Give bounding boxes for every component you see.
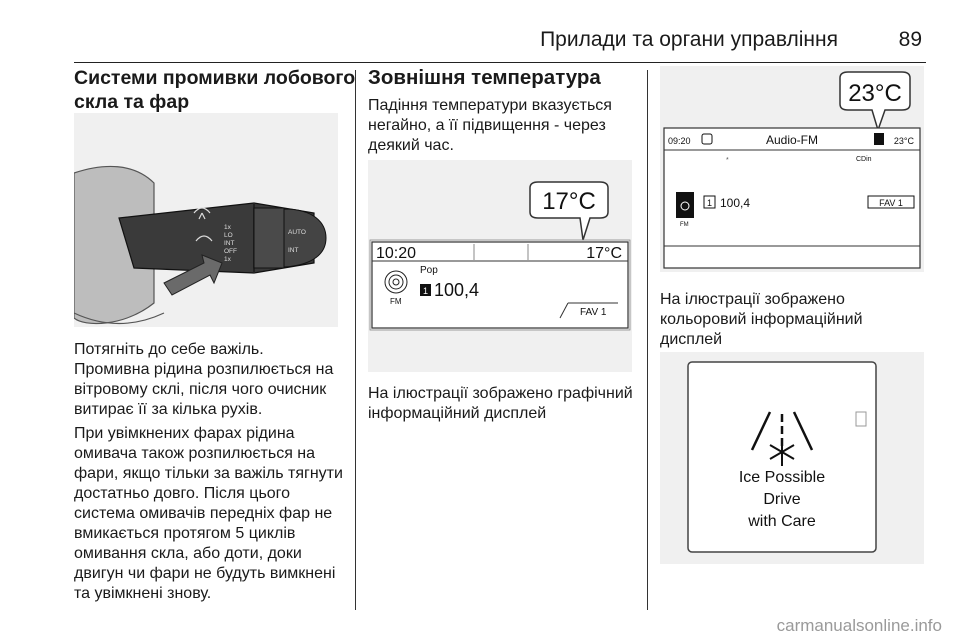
- svg-text:1: 1: [422, 286, 429, 296]
- svg-text:23°C: 23°C: [893, 136, 914, 146]
- svg-text:with Care: with Care: [748, 513, 816, 530]
- paragraph-2: При увімкнених фарах рідина омивача також розпилюється на фари, якщо тільки за важіль тягнути достатньо довго. Після цього система омивачів передніх фар не вмикається протягом 5 циклів омивання скла, або доти, доки двигун чи фари не будуть вимкнені та увімкнені знову.: [74, 425, 343, 602]
- svg-text:100,4: 100,4: [434, 280, 480, 300]
- section-heading: Системи промивки лобового скла та фар: [74, 67, 356, 113]
- paragraph-1: Потягніть до себе важіль. Промивна рідина розпилюється на вітровому склі, після чого очисник витирає її за кілька рухів.: [74, 341, 334, 418]
- svg-text:FAV 1: FAV 1: [879, 198, 903, 208]
- radio-signal-icon: [676, 192, 694, 218]
- figure-caption-graphic: На ілюстрації зображено графічний інформаційний дисплей: [368, 385, 633, 422]
- page-number: 89: [898, 28, 922, 51]
- svg-text:Pop: Pop: [420, 265, 438, 276]
- svg-text:FM: FM: [680, 222, 689, 228]
- svg-text:FAV 1: FAV 1: [580, 307, 607, 318]
- ice-warning-figure: [660, 352, 924, 564]
- svg-text:17°C: 17°C: [542, 188, 596, 215]
- figure-caption-colour: На ілюстрації зображено кольоровий інформаційний дисплей: [660, 291, 863, 348]
- svg-text:Drive: Drive: [763, 491, 801, 508]
- colour-display-figure: [660, 66, 924, 272]
- page-header: [74, 22, 926, 63]
- svg-text:17°C: 17°C: [586, 245, 622, 262]
- column-divider: [647, 70, 648, 610]
- svg-text:FM: FM: [390, 297, 402, 306]
- svg-text:1x: 1x: [224, 256, 231, 263]
- page-title: Прилади та органи управління: [540, 28, 838, 51]
- svg-text:100,4: 100,4: [720, 196, 751, 210]
- svg-text:INT: INT: [288, 247, 299, 254]
- svg-text:1: 1: [706, 198, 713, 208]
- column-divider: [355, 70, 356, 610]
- svg-text:1x: 1x: [224, 224, 231, 231]
- wiper-lever-figure: [74, 113, 338, 327]
- svg-text:09:20: 09:20: [668, 136, 691, 146]
- section-heading-temperature: Зовнішня температура: [368, 66, 601, 89]
- svg-text:*: *: [726, 157, 729, 164]
- graphic-display-figure: [368, 160, 632, 372]
- watermark: carmanualsonline.info: [776, 616, 942, 635]
- svg-text:Ice Possible: Ice Possible: [738, 469, 826, 486]
- svg-text:LO: LO: [224, 232, 233, 239]
- svg-text:CDin: CDin: [856, 156, 872, 163]
- svg-text:Audio-FM: Audio-FM: [765, 133, 819, 147]
- svg-text:INT: INT: [224, 240, 235, 247]
- svg-text:OFF: OFF: [224, 248, 237, 255]
- temperature-intro: Падіння температури вказується негайно, а її підвищення - через деякий час.: [368, 97, 612, 154]
- svg-text:23°C: 23°C: [848, 80, 902, 107]
- svg-text:10:20: 10:20: [376, 245, 417, 262]
- svg-text:AUTO: AUTO: [288, 229, 306, 236]
